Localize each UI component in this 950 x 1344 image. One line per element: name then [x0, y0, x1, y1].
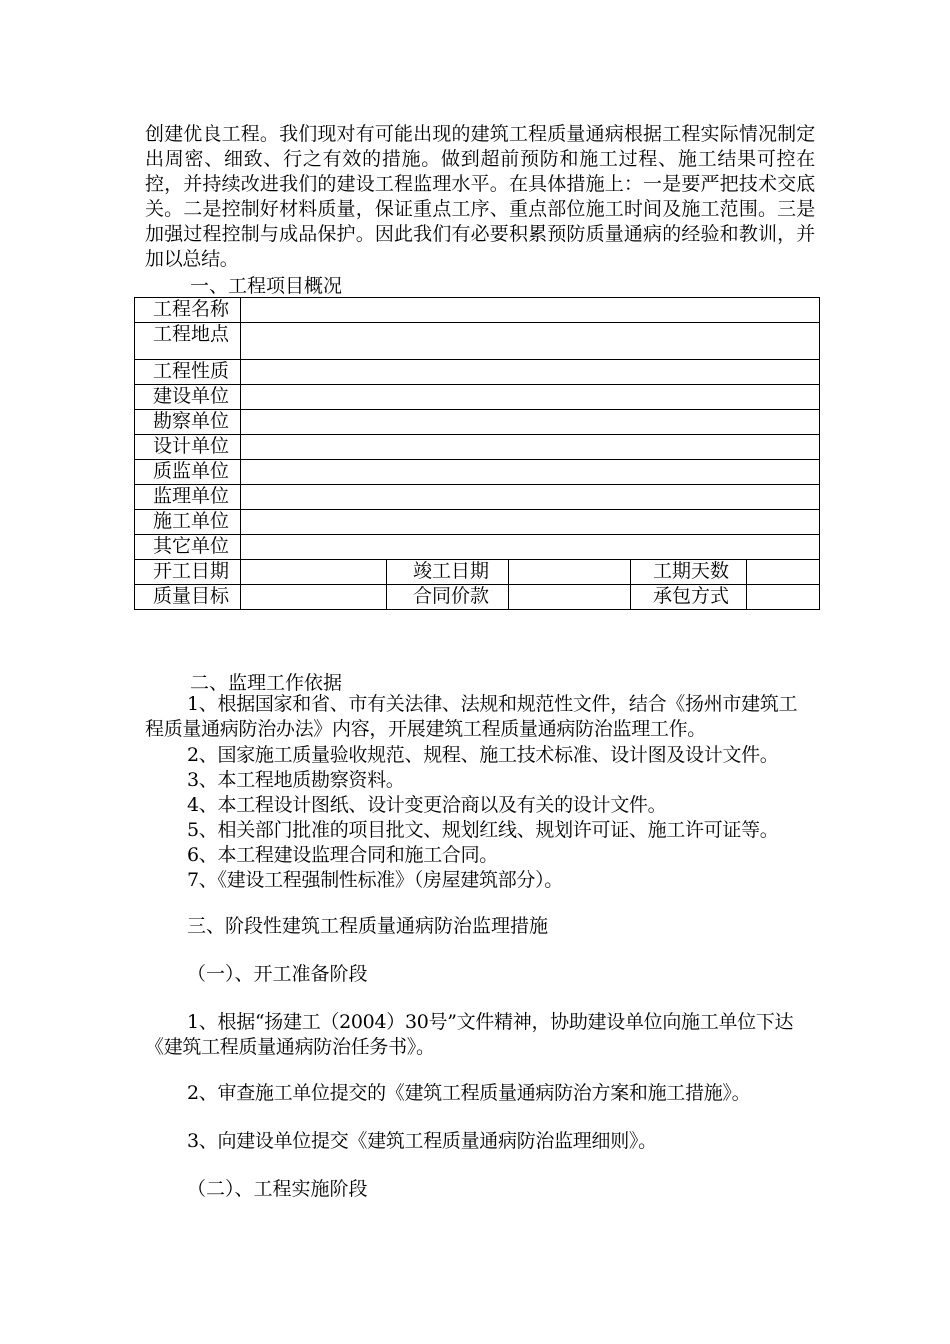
row-label: 承包方式 — [631, 585, 747, 610]
row-value-cell — [241, 535, 820, 560]
table-row — [135, 435, 820, 460]
row-label: 工程地点 — [135, 323, 241, 360]
row-label: 竣工日期 — [387, 560, 509, 585]
basis-item: 4、本工程设计图纸、设计变更洽商以及有关的设计文件。 — [187, 794, 667, 816]
stage1-item: 2、审查施工单位提交的《建筑工程质量通病防治方案和施工措施》。 — [187, 1082, 751, 1104]
row-label: 其它单位 — [135, 535, 241, 560]
stage1-item: 3、向建设单位提交《建筑工程质量通病防治监理细则》。 — [187, 1130, 657, 1152]
stage1-item: 1、根据“扬建工（2004）30号”文件精神，协助建设单位向施工单位下达《建筑工程质量通病防治任务书》。 — [145, 1011, 794, 1058]
intro-paragraph: 创建优良工程。我们现对有可能出现的建筑工程质量通病根据工程实际情况制定出周密、细致、行之有效的措施。做到超前预防和施工过程、施工结果可控在控，并持续改进我们的建设工程监理水平。在具体措施上：一是要严把技术交底关。二是控制好材料质量，保证重点工序、重点部位施工时间及施工范围。三是加强过程控制与成品保护。因此我们有必要积累预防质量通病的经验和教训，并加以总结。 — [145, 123, 815, 270]
basis-title: 二、监理工作依据 — [190, 672, 343, 694]
table-row — [135, 460, 820, 485]
table-row — [135, 385, 820, 410]
table-row — [135, 510, 820, 535]
row-value-cell — [241, 435, 820, 460]
row-label: 开工日期 — [135, 560, 241, 585]
row-label: 工期天数 — [631, 560, 747, 585]
row-value-cell — [241, 360, 820, 385]
row-label: 勘察单位 — [135, 410, 241, 435]
row-label: 工程性质 — [135, 360, 241, 385]
row-label: 设计单位 — [135, 435, 241, 460]
row-value-cell — [241, 410, 820, 435]
row-value-cell — [241, 560, 387, 585]
row-value-cell — [241, 510, 820, 535]
row-value-cell — [747, 560, 820, 585]
measures-title: 三、阶段性建筑工程质量通病防治监理措施 — [187, 915, 549, 937]
row-value-cell — [241, 460, 820, 485]
row-label: 质监单位 — [135, 460, 241, 485]
overview-title: 一、工程项目概况 — [190, 275, 343, 297]
row-label: 建设单位 — [135, 385, 241, 410]
basis-item: 2、国家施工质量验收规范、规程、施工技术标准、设计图及设计文件。 — [187, 744, 779, 766]
basis-item: 3、本工程地质勘察资料。 — [187, 769, 405, 791]
row-value-cell — [241, 585, 387, 610]
table-row — [135, 585, 820, 610]
basis-item: 6、本工程建设监理合同和施工合同。 — [187, 844, 498, 866]
basis-item: 5、相关部门批准的项目批文、规划红线、规划许可证、施工许可证等。 — [187, 819, 779, 841]
row-label: 质量目标 — [135, 585, 241, 610]
stage2-title: （二）、工程实施阶段 — [187, 1178, 368, 1200]
row-label: 合同价款 — [387, 585, 509, 610]
table-row — [135, 535, 820, 560]
table-row — [135, 485, 820, 510]
row-value-cell — [241, 385, 820, 410]
row-label: 监理单位 — [135, 485, 241, 510]
row-value-cell — [241, 485, 820, 510]
table-row — [135, 410, 820, 435]
stage1-title: （一）、开工准备阶段 — [187, 963, 368, 985]
table-row — [135, 560, 820, 585]
row-value-cell — [509, 560, 631, 585]
basis-item: 7、《建设工程强制性标准》（房屋建筑部分）。 — [187, 869, 563, 891]
row-value-cell — [747, 585, 820, 610]
project-overview-table — [134, 297, 820, 610]
row-value-cell — [241, 298, 820, 323]
row-label: 工程名称 — [135, 298, 241, 323]
row-label: 施工单位 — [135, 510, 241, 535]
table-row — [135, 360, 820, 385]
basis-item: 1、根据国家和省、市有关法律、法规和规范性文件，结合《扬州市建筑工程质量通病防治办法》内容，开展建筑工程质量通病防治监理工作。 — [145, 693, 798, 740]
row-value-cell — [241, 323, 820, 360]
table-row — [135, 298, 820, 323]
table-row — [135, 323, 820, 360]
row-value-cell — [509, 585, 631, 610]
